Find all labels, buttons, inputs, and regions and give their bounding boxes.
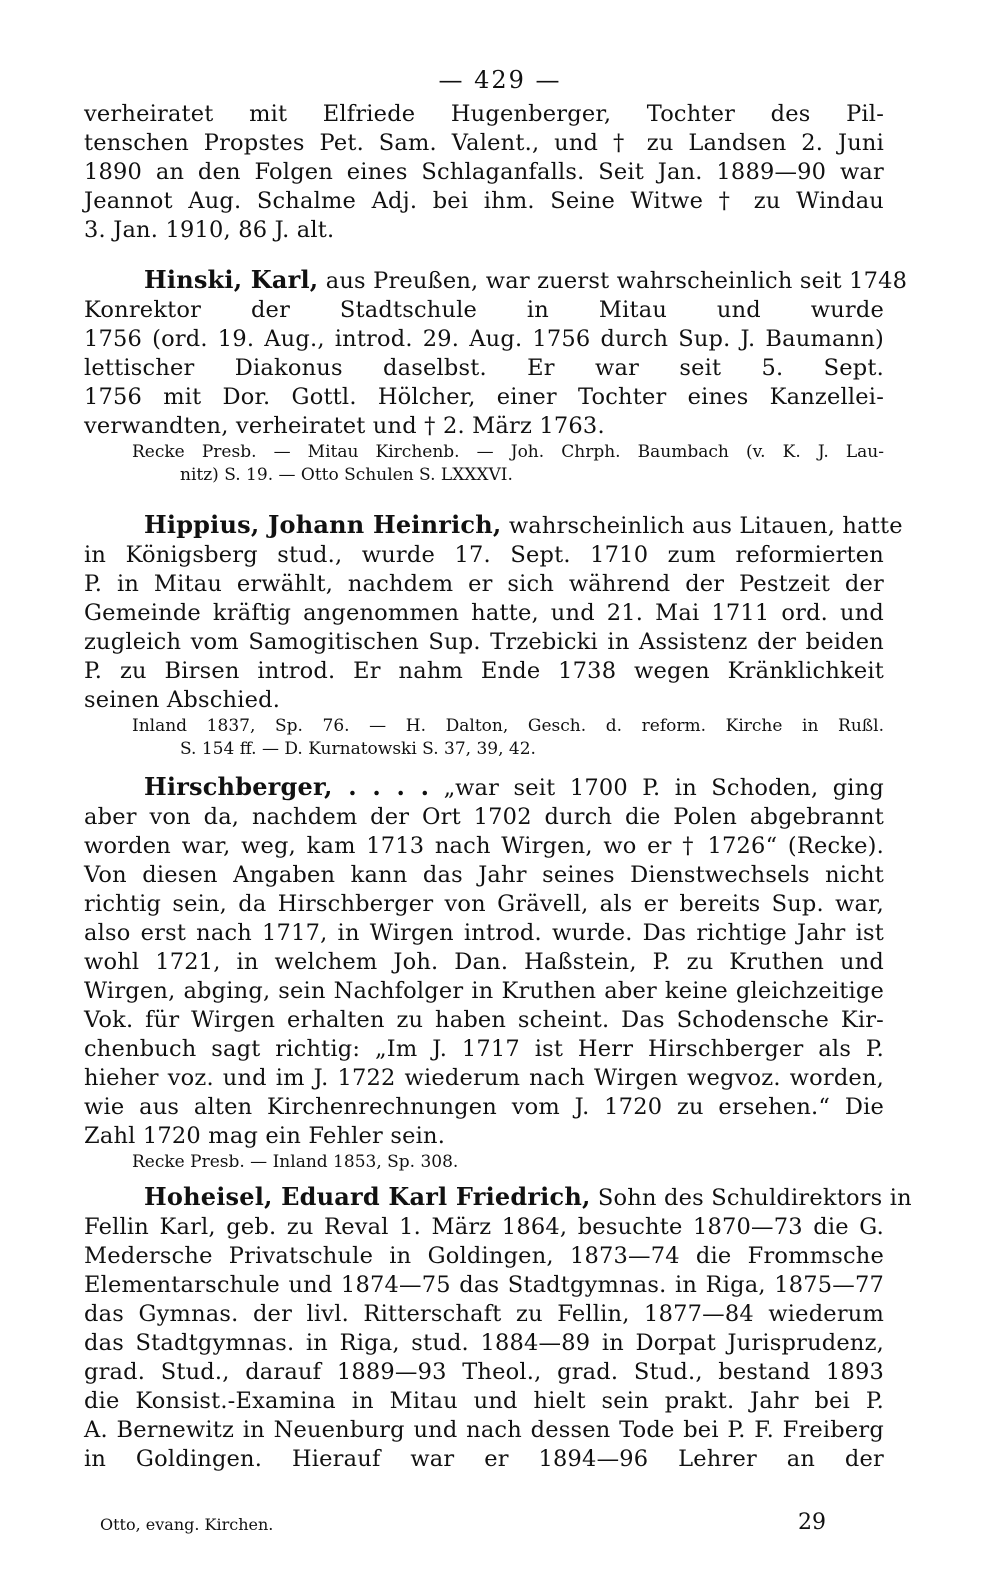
text-line: zugleich vom Samogitischen Sup. Trzebicki in Assistenz der beiden <box>84 629 884 655</box>
text-line: die Konsist.-Examina in Mitau und hielt sein prakt. Jahr bei P. <box>84 1388 884 1414</box>
footer-signature: Otto, evang. Kirchen. <box>100 1515 274 1534</box>
entry-name: Hinski, Karl, <box>144 265 319 294</box>
text-line: grad. Stud., darauf 1889—93 Theol., grad. Stud., bestand 1893 <box>84 1359 884 1385</box>
entry-name: Hoheisel, Eduard Karl Friedrich, <box>144 1182 591 1211</box>
text-line: Zahl 1720 mag ein Fehler sein. <box>84 1123 446 1149</box>
text-line: verwandten, verheiratet und † 2. März 1763. <box>84 413 605 439</box>
source-line: nitz) S. 19. — Otto Schulen S. LXXXVI. <box>180 465 513 485</box>
text-line: Jeannot Aug. Schalme Adj. bei ihm. Seine Witwe † zu Windau <box>84 188 884 214</box>
entry-hoheisel <box>84 1182 912 1474</box>
text-line <box>84 772 884 803</box>
text-line: hieher voz. und im J. 1722 wiederum nach Wirgen wegvoz. worden, <box>84 1065 884 1091</box>
text-line: Konrektor der Stadtschule in Mitau und wurde <box>84 297 884 323</box>
text-line: A. Bernewitz in Neuenburg und nach dessen Tode bei P. F. Freiberg <box>84 1417 884 1443</box>
entry-text: wahrscheinlich aus Litauen, hatte <box>508 513 903 539</box>
text-line: Gemeinde kräftig angenommen hatte, und 21. Mai 1711 ord. und <box>84 600 884 626</box>
text-line: Fellin Karl, geb. zu Reval 1. März 1864, besuchte 1870—73 die G. <box>84 1214 884 1240</box>
text-line: wie aus alten Kirchenrechnungen vom J. 1720 zu ersehen.“ Die <box>84 1094 884 1120</box>
entry-name: Hippius, Johann Heinrich, <box>144 510 502 539</box>
entry-text: aus Preußen, war zuerst wahrscheinlich seit 1748 <box>325 268 908 294</box>
text-line: Von diesen Angaben kann das Jahr seines Dienstwechsels nicht <box>84 862 884 888</box>
entry-text: Sohn des Schuldirektors in <box>597 1185 912 1211</box>
text-line: chenbuch sagt richtig: „Im J. 1717 ist Herr Hirschberger als P. <box>84 1036 884 1062</box>
text-line <box>84 510 903 541</box>
entry-hippius <box>84 510 903 761</box>
text-line: lettischer Diakonus daselbst. Er war seit 5. Sept. <box>84 355 884 381</box>
text-line: 3. Jan. 1910, 86 J. alt. <box>84 217 335 243</box>
text-line: das Stadtgymnas. in Riga, stud. 1884—89 in Dorpat Jurisprudenz, <box>84 1330 884 1356</box>
text-line <box>84 1182 912 1213</box>
text-line: seinen Abschied. <box>84 687 281 713</box>
continuation-paragraph <box>84 100 884 245</box>
entry-hirschberger <box>84 772 884 1174</box>
source-line: Inland 1837, Sp. 76. — H. Dalton, Gesch. d. reform. Kirche in Rußl. <box>132 716 884 736</box>
source-line: Recke Presb. — Inland 1853, Sp. 308. <box>132 1152 459 1172</box>
text-line: aber von da, nachdem der Ort 1702 durch die Polen abgebrannt <box>84 804 884 830</box>
text-line: in Königsberg stud., wurde 17. Sept. 1710 zum reformierten <box>84 542 884 568</box>
text-line: P. in Mitau erwählt, nachdem er sich während der Pestzeit der <box>84 571 884 597</box>
text-line: Elementarschule und 1874—75 das Stadtgymnas. in Riga, 1875—77 <box>84 1272 884 1298</box>
entry-hinski <box>84 265 908 487</box>
text-line: Medersche Privatschule in Goldingen, 1873—74 die Frommsche <box>84 1243 884 1269</box>
text-line: Wirgen, abging, sein Nachfolger in Kruthen aber keine gleichzeitige <box>84 978 884 1004</box>
text-line: Vok. für Wirgen erhalten zu haben scheint. Das Schodensche Kir- <box>84 1007 884 1033</box>
source-line: S. 154 ff. — D. Kurnatowski S. 37, 39, 42. <box>180 739 536 759</box>
text-line: also erst nach 1717, in Wirgen introd. wurde. Das richtige Jahr ist <box>84 920 884 946</box>
text-line: 1756 mit Dor. Gottl. Hölcher, einer Tochter eines Kanzellei- <box>84 384 884 410</box>
footer-sheet-number: 29 <box>798 1510 826 1535</box>
text-line: das Gymnas. der livl. Ritterschaft zu Fellin, 1877—84 wiederum <box>84 1301 884 1327</box>
text-line: 1890 an den Folgen eines Schlaganfalls. Seit Jan. 1889—90 war <box>84 159 884 185</box>
text-line: verheiratet mit Elfriede Hugenberger, Tochter des Pil- <box>84 101 884 127</box>
source-line: Recke Presb. — Mitau Kirchenb. — Joh. Chrph. Baumbach (v. K. J. Lau- <box>132 442 884 462</box>
text-line: 1756 (ord. 19. Aug., introd. 29. Aug. 1756 durch Sup. J. Baumann) <box>84 326 884 352</box>
entry-text: „war seit 1700 P. in Schoden, ging <box>443 775 884 801</box>
text-line: P. zu Birsen introd. Er nahm Ende 1738 wegen Kränklichkeit <box>84 658 884 684</box>
text-line: worden war, weg, kam 1713 nach Wirgen, wo er † 1726“ (Recke). <box>84 833 884 859</box>
text-line: wohl 1721, in welchem Joh. Dan. Haßstein, P. zu Kruthen und <box>84 949 884 975</box>
text-line <box>84 265 908 296</box>
text-line: in Goldingen. Hierauf war er 1894—96 Lehrer an der <box>84 1446 884 1472</box>
page-number: — 429 — <box>438 66 562 94</box>
text-line: richtig sein, da Hirschberger von Grävell, als er bereits Sup. war, <box>84 891 884 917</box>
text-line: tenschen Propstes Pet. Sam. Valent., und † zu Landsen 2. Juni <box>84 130 884 156</box>
entry-name: Hirschberger, . . . . <box>144 772 430 801</box>
